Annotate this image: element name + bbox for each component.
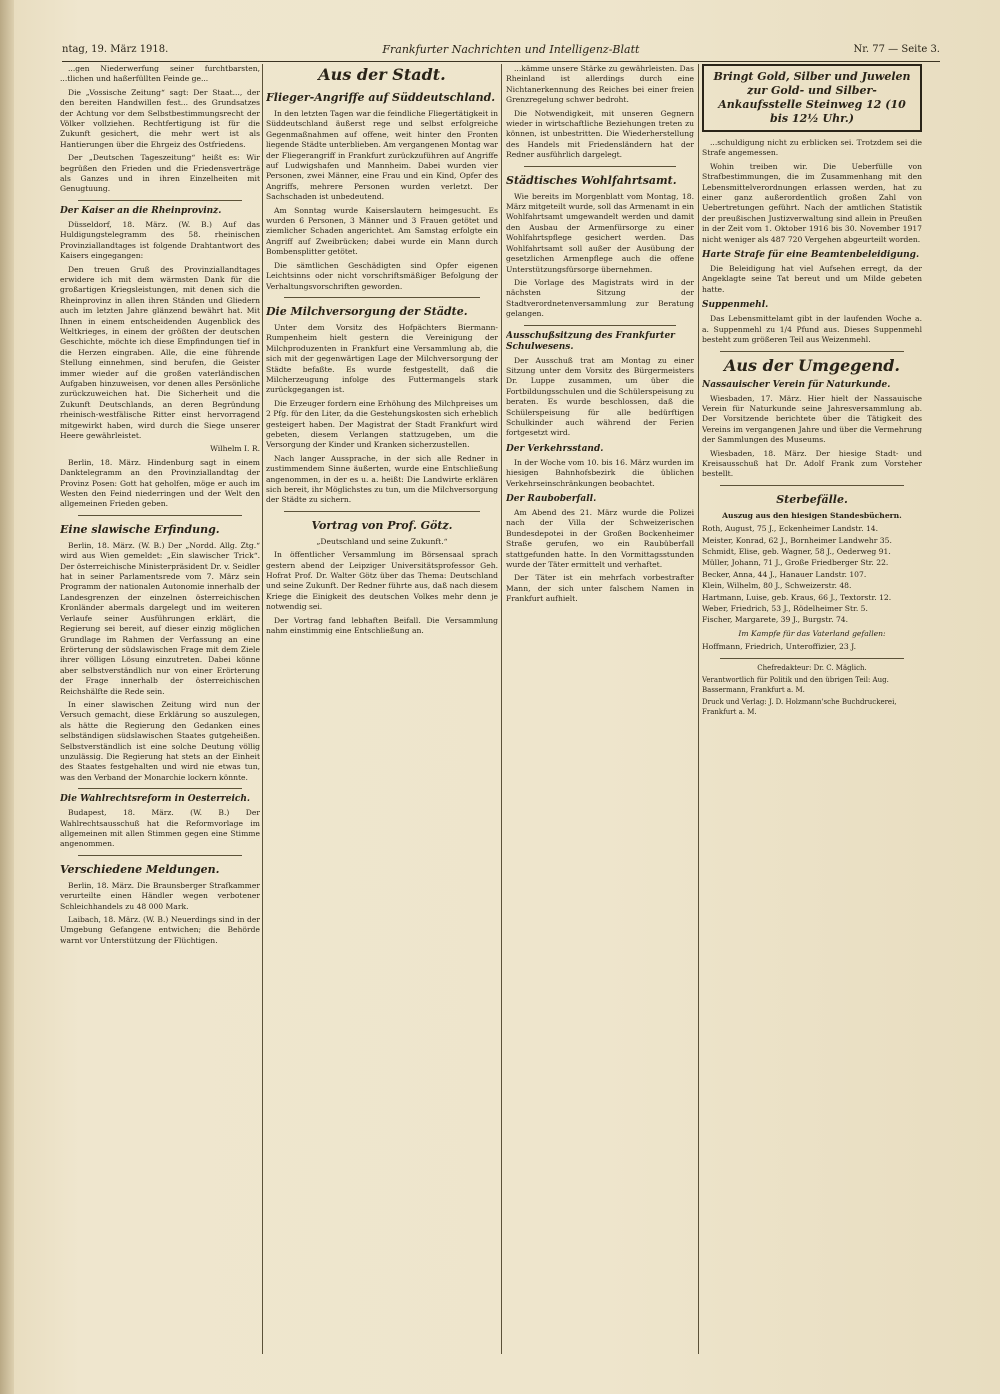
column-rule xyxy=(501,64,502,1354)
article-heading: Sterbefälle. xyxy=(776,492,848,506)
article-heading: Die Wahlrechtsreform in Oesterreich. xyxy=(60,794,251,805)
list-item: Becker, Anna, 44 J., Hanauer Landstr. 107. xyxy=(702,569,867,579)
article-heading: Suppenmehl. xyxy=(702,300,769,311)
list-item: Klein, Wilhelm, 80 J., Schweizerstr. 48. xyxy=(702,581,852,591)
list-item: Hartmann, Luise, geb. Kraus, 66 J., Textorstr. 12. xyxy=(702,592,892,602)
article-heading: Der Verkehrsstand. xyxy=(506,443,604,454)
divider xyxy=(524,325,676,326)
divider xyxy=(284,297,480,298)
list-item: Hoffmann, Friedrich, Unteroffizier, 23 J. xyxy=(702,642,856,652)
article-heading: Vortrag von Prof. Götz. xyxy=(311,518,453,532)
article-paragraph: Der „Deutschen Tageszeitung“ heißt es: Wir begrüßen den Frieden und die Friedensverträge als Ganzes und in ihren Einzelheiten mit Genugtuung. xyxy=(60,153,260,194)
list-item: Müller, Johann, 71 J., Große Friedberger Str. 22. xyxy=(702,558,889,568)
imprint-line: Chefredakteur: Dr. C. Mäglich. xyxy=(757,663,867,672)
masthead-title: Frankfurter Nachrichten und Intelligenz-Blatt xyxy=(382,42,640,56)
article-paragraph: Berlin, 18. März. Hindenburg sagt in einem Danktelegramm an den Provinziallandtag der Provinz Posen: Gott hat geholfen, möge er auch im Westen den Feind niederringen und der Welt den allgemeinen Frieden geben. xyxy=(60,457,260,509)
divider xyxy=(720,485,904,486)
column-4 xyxy=(702,64,922,1364)
article-paragraph: Die Vorlage des Magistrats wird in der nächsten Sitzung der Stadtverordnetenversammlung zur Beratung gelangen. xyxy=(506,277,694,319)
article-paragraph: Die Notwendigkeit, mit unseren Gegnern wieder in wirtschaftliche Beziehungen treten zu können, ist unbestritten. Die Wiederherstellung des Handels mit Friedensländern hat der Redner ausführlich dargelegt. xyxy=(506,108,694,160)
divider xyxy=(78,855,242,856)
list-item: Meister, Konrad, 62 J., Bornheimer Landwehr 35. xyxy=(702,535,892,545)
list-item: Schmidt, Elise, geb. Wagner, 58 J., Oederweg 91. xyxy=(702,546,891,556)
divider xyxy=(524,166,676,167)
article-paragraph: Berlin, 18. März. (W. B.) Der „Nordd. Allg. Ztg.“ wird aus Wien gemeldet: „Ein slawischer Trick“. Der österreichische Ministerpräsident Dr. v. Seidler hat in seiner Parlamentsrede vom 7. März sein Programm der nationalen Autonomie innerhalb der Landesgrenzen der einzelnen österreichischen Kronländer abermals dargelegt und im weiteren Verlaufe seiner Ausführungen erklärt, die Regierung sei bereit, auf dieser einzig möglichen Grundlage im Rahmen der Verfassung an eine Erörterung der südslawischen Frage mit dem Ziele ihrer völligen Lösung einzutreten. Dabei könne aber selbstverständlich nur von einer Erörterung der Frage innerhalb der österreichischen Reichshälfte die Rede sein. xyxy=(60,540,260,696)
article-paragraph: Die Beleidigung hat viel Aufsehen erregt, da der Angeklagte seine Tat bereut und um Milde gebeten hatte. xyxy=(702,264,922,294)
divider xyxy=(720,658,904,659)
list-item: Fischer, Margarete, 39 J., Burgstr. 74. xyxy=(702,615,849,625)
article-heading: Der Kaiser an die Rheinprovinz. xyxy=(60,205,222,216)
article-heading: Städtisches Wohlfahrtsamt. xyxy=(506,173,677,187)
article-heading: Ausschußsitzung des Frankfurter Schulwesens. xyxy=(506,330,675,352)
article-paragraph: Am Sonntag wurde Kaiserslautern heimgesucht. Es wurden 6 Personen, 3 Männer und 3 Frauen getötet und ziemlicher Schaden angerichtet. Am Samstag erfolgte ein Angriff auf Zweibrücken; dabei wurde ein Mann durch Bombensplitter getötet. xyxy=(266,205,498,257)
list-item: Roth, August, 75 J., Eckenheimer Landstr. 14. xyxy=(702,524,879,534)
list-item: Weber, Friedrich, 53 J., Rödelheimer Str. 5. xyxy=(702,604,868,613)
imprint-line: Verantwortlich für Politik und den übrigen Teil: Aug. Bassermann, Frankfurt a. M. xyxy=(702,676,889,694)
divider xyxy=(720,351,904,352)
article-paragraph: Das Lebensmittelamt gibt in der laufenden Woche a. a. Suppenmehl zu 1/4 Pfund aus. Dieses Suppenmehl besteht zum größeren Teil aus Weizenmehl. xyxy=(702,314,922,345)
article-paragraph: Unter dem Vorsitz des Hofpächters Biermann-Rumpenheim hielt gestern die Vereinigung der Milchproduzenten in Frankfurt eine Versammlung ab, die sich mit der gegenwärtigen Lage der Milchversorgung der Städte befaßte. Es wurde festgestellt, daß die Milcherzeugung infolge des Futtermangels stark zurückgegangen ist. xyxy=(266,322,498,395)
article-subheading: Im Kampfe für das Vaterland gefallen: xyxy=(738,628,886,638)
article-paragraph: In der Woche vom 10. bis 16. März wurden im hiesigen Bahnhofsbezirk die üblichen Verkehrseinschränkungen beobachtet. xyxy=(506,457,694,488)
article-paragraph: Am Abend des 21. März wurde die Polizei nach der Villa der Schweizerischen Bundesdepotei in der Großen Bockenheimer Straße gerufen, wo ein Raubüberfall stattgefunden hatte. In den Vormittagsstunden wurde der Täter ermittelt und verhaftet. xyxy=(506,508,694,570)
article-paragraph: Wiesbaden, 17. März. Hier hielt der Nassauische Verein für Naturkunde seine Jahresversammlung ab. Der Vorsitzende berichtete über die Tätigkeit des Vereins im vergangenen Jahre und über die Vermehrung der Sammlungen des Museums. xyxy=(702,393,922,445)
masthead-page-number: Nr. 77 — Seite 3. xyxy=(853,43,940,55)
article-paragraph: In öffentlicher Versammlung im Börsensaal sprach gestern abend der Leipziger Universitätsprofessor Geh. Hofrat Prof. Dr. Walter Götz über das Thema: Deutschland und seine Zukunft. Der Redner führte aus, daß nach diesem Kriege die Einigkeit des deutschen Volkes mehr denn je notwendig sei. xyxy=(266,550,498,612)
article-heading: Nassauischer Verein für Naturkunde. xyxy=(702,379,891,390)
article-paragraph: Düsseldorf, 18. März. (W. B.) Auf das Huldigungstelegramm des 58. rheinischen Provinziallandtages ist folgende Drahtantwort des Kaisers eingegangen: xyxy=(60,219,260,261)
divider xyxy=(78,788,242,789)
masthead-date: ntag, 19. März 1918. xyxy=(62,43,169,55)
column-1 xyxy=(60,64,260,1364)
binding-edge xyxy=(0,0,14,1394)
article-paragraph: Die Erzeuger fordern eine Erhöhung des Milchpreises um 2 Pfg. für den Liter, da die Gestehungskosten sich erheblich gesteigert haben. Der Magistrat der Stadt Frankfurt wird gebeten, diesem Verlangen stattzugeben, um die Versorgung der Kinder und Kranken sicherzustellen. xyxy=(266,398,498,450)
article-heading: Verschiedene Meldungen. xyxy=(60,862,220,876)
article-paragraph: Berlin, 18. März. Die Braunsberger Strafkammer verurteilte einen Händler wegen verbotener Schleichhandels zu 48 000 Mark. xyxy=(60,880,260,911)
article-paragraph: In einer slawischen Zeitung wird nun der Versuch gemacht, diese Erklärung so auszulegen, als hätte die Regierung den Gedanken eines selbständigen südslawischen Staates gutgeheißen. Selbstverständlich ist eine solche Deutung völlig unzulässig. Die Regierung hat stets an der Einheit des Staates festgehalten und wird nie etwas tun, was den Verband der Monarchie lockern könnte. xyxy=(60,699,260,782)
imprint xyxy=(702,664,922,718)
article-subheading: Auszug aus den hiesigen Standesbüchern. xyxy=(722,510,902,520)
article-paragraph: Den treuen Gruß des Provinziallandtages erwidere ich mit dem wärmsten Dank für die großartigen Kriegsleistungen, mit denen sich die Rheinprovinz in allen ihren Ständen und Gliedern auch im letzten Jahre glänzend bewährt hat. Mit Ihnen in einem entscheidenden Augenblick des Weltkrieges, in einem der größten der deutschen Geschichte, möchte ich diese Empfindungen tief in die Herzen eingraben. Alle, die eine führende Stellung einnehmen, sind berufen, die Geister immer wieder auf die großen vaterländischen Aufgaben hinzuweisen, vor denen alles Persönliche zurückzuweichen hat. Die Sicherheit und die Zukunft Deutschlands, an deren Begründung rheinisch-westfälische Ritter einst hervorragend mitgewirkt haben, wird durch die Siege unserer Heere gewährleistet. xyxy=(60,264,260,440)
article-paragraph: ...gen Niederwerfung seiner furchtbarsten, ...tlichen und haßerfüllten Feinde ge... xyxy=(60,64,260,84)
article-paragraph: Der Vortrag fand lebhaften Beifall. Die Versammlung nahm einstimmig eine Entschließung an. xyxy=(266,615,498,636)
column-2 xyxy=(266,64,498,1364)
death-notice-list xyxy=(702,524,922,626)
section-title: Aus der Stadt. xyxy=(318,65,446,84)
article-paragraph: Wiesbaden, 18. März. Der hiesige Stadt- und Kreisausschuß hat Dr. Adolf Frank zum Vorsteher bestellt. xyxy=(702,448,922,479)
article-heading: Die Milchversorgung der Städte. xyxy=(266,304,468,318)
imprint-line: Druck und Verlag: J. D. Holzmann'sche Buchdruckerei, Frankfurt a. M. xyxy=(702,698,897,716)
article-paragraph: ...schuldigung nicht zu erblicken sei. Trotzdem sei die Strafe angemessen. xyxy=(702,138,922,158)
article-paragraph: Der Ausschuß trat am Montag zu einer Sitzung unter dem Vorsitz des Bürgermeisters Dr. Luppe zusammen, um über die Fortbildungsschulen und die Schülerspeisung zu beraten. Es wurde beschlossen, daß die Schülerspeisung für alle bedürftigen Schulkinder auch während der Ferien fortgesetzt wird. xyxy=(506,355,694,438)
column-3 xyxy=(506,64,694,1364)
column-rule xyxy=(698,64,699,1354)
article-paragraph: ...kämme unsere Stärke zu gewährleisten. Das Rheinland ist allerdings durch eine Nichtanerkennung des Reiches bei einer freien Grenzregelung schwer bedroht. xyxy=(506,64,694,105)
article-paragraph: Wohin treiben wir. Die Ueberfülle von Strafbestimmungen, die im Zusammenhang mit den Lebensmittelverordnungen erlassen werden, hat zu einer ganz außerordentlich großen Zahl von Uebertretungen geführt. Nach der amtlichen Statistik der preußischen Justizverwaltung sind allein in Preußen in der Zeit vom 1. Oktober 1916 bis 30. November 1917 nicht weniger als 487 720 Vergehen abgeurteilt worden. xyxy=(702,161,922,244)
article-heading: Der Rauboberfall. xyxy=(506,494,597,504)
article-paragraph: Laibach, 18. März. (W. B.) Neuerdings sind in der Umgebung Gefangene entwichen; die Behörde warnt vor Unterstützung der Flüchtigen. xyxy=(60,915,260,945)
advertisement-box: Bringt Gold, Silber und Juwelen zur Gold- und Silber-Ankaufsstelle Steinweg 12 (10 bis 12½ Uhr.) xyxy=(702,64,922,132)
article-paragraph: Die „Vossische Zeitung“ sagt: Der Staat..., der den bereiten Handwillen fest... des Grundsatzes der Achtung vor dem Selbstbestimmungsrecht der Völker vollziehen. Rechtfertigung ist für die Zukunft gesichert, die mehr wert ist als Hantierungen über die Ehrgeiz des Ostfriedens. xyxy=(60,87,260,149)
article-subheading: „Deutschland und seine Zukunft.“ xyxy=(316,536,448,546)
divider xyxy=(78,200,242,201)
divider xyxy=(78,515,242,516)
article-paragraph: Die sämtlichen Geschädigten sind Opfer eigenen Leichtsinns oder nicht vorschriftsmäßiger Befolgung der Verhaltungsvorschriften geworden. xyxy=(266,260,498,291)
article-heading: Eine slawische Erfindung. xyxy=(60,522,220,536)
signature: Wilhelm I. R. xyxy=(210,444,260,454)
masthead xyxy=(62,40,940,62)
article-paragraph: Budapest, 18. März. (W. B.) Der Wahlrechtsausschuß hat die Reformvorlage im allgemeinen mit allen Stimmen gegen eine Stimme angenommen. xyxy=(60,808,260,849)
article-heading: Flieger-Angriffe auf Süddeutschland. xyxy=(266,91,496,104)
article-paragraph: Wie bereits im Morgenblatt vom Montag, 18. März mitgeteilt wurde, soll das Armenamt in ein Wohlfahrtsamt umgewandelt werden und damit den Ausbau der Armenfürsorge zu einer Wohlfahrtspflege gesichert werden. Das Wohlfahrtsamt soll außer der Ausübung der gesetzlichen Armenpflege auch die offene Unterstützungsfürsorge übernehmen. xyxy=(506,191,694,274)
column-rule xyxy=(262,64,263,1354)
divider xyxy=(284,511,480,512)
section-title: Aus der Umgegend. xyxy=(724,355,900,375)
article-heading: Harte Strafe für eine Beamtenbeleidigung. xyxy=(702,250,920,261)
article-paragraph: In den letzten Tagen war die feindliche Fliegertätigkeit in Süddeutschland äußerst rege und selbst erfolgreiche Gegenmaßnahmen auf offene, weit hinter den Fronten liegende Städte unterblieben. Am vergangenen Montag war der Fliegerangriff in Frankfurt zurückzuführen auf Angriffe auf Ludwigshafen und Mannheim. Dabei wurden vier Personen, zwei Männer, eine Frau und ein Kind, Opfer des Angriffs, mehrere Personen wurden verletzt. Der Sachschaden ist unbedeutend. xyxy=(266,109,498,202)
article-paragraph: Der Täter ist ein mehrfach vorbestrafter Mann, der sich unter falschem Namen in Frankfurt aufhielt. xyxy=(506,573,694,604)
article-paragraph: Nach langer Aussprache, in der sich alle Redner in zustimmendem Sinne äußerten, wurde eine Entschließung angenommen, in der es u. a. heißt: Die Landwirte erklären sich bereit, ihr Möglichstes zu tun, um die Milchversorgung der Städte zu sichern. xyxy=(266,453,498,505)
